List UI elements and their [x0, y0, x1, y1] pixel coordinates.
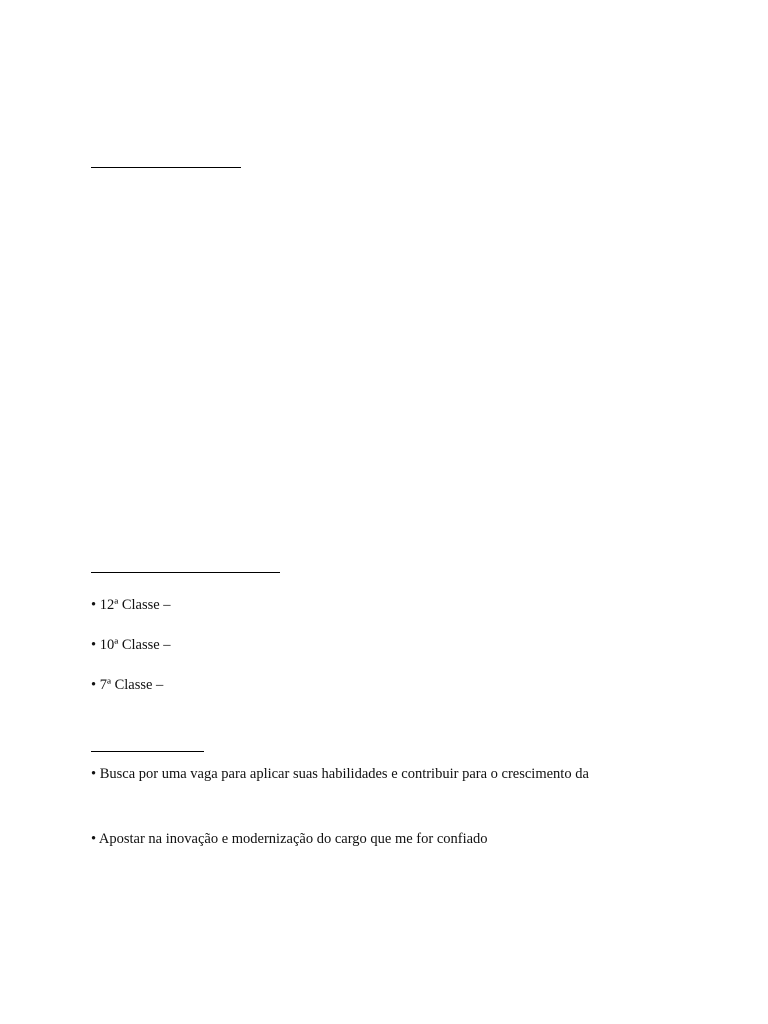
objective-item-1: • Busca por uma vaga para aplicar suas habilidades e contribuir para o crescimento da	[91, 766, 589, 782]
education-item-10: • 10ª Classe –	[91, 637, 171, 653]
section-heading-rule-education	[91, 572, 280, 573]
objective-item-2: • Apostar na inovação e modernização do cargo que me for confiado	[91, 831, 488, 847]
section-heading-rule-top	[91, 167, 241, 168]
section-heading-rule-objectives	[91, 751, 204, 752]
education-item-7: • 7ª Classe –	[91, 677, 164, 693]
education-item-12: • 12ª Classe –	[91, 597, 171, 613]
